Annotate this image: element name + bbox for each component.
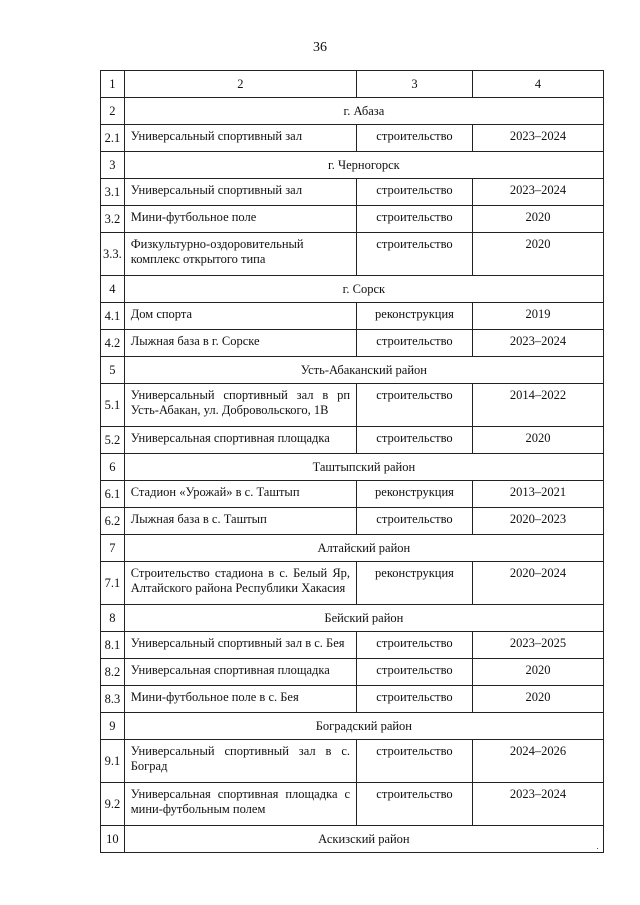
section-row — [101, 535, 604, 562]
header-col-2: 2 — [124, 71, 356, 98]
table-row — [101, 783, 604, 826]
years: 2023–2024 — [472, 179, 603, 206]
table-row — [101, 562, 604, 605]
header-col-3: 3 — [357, 71, 473, 98]
row-number: 5.1 — [101, 384, 125, 427]
section-row — [101, 826, 604, 853]
work-type: строительство — [357, 783, 473, 826]
work-type: строительство — [357, 384, 473, 427]
section-number: 9 — [101, 713, 125, 740]
work-type: строительство — [357, 233, 473, 276]
section-title: г. Сорск — [124, 276, 603, 303]
object-name: Дом спорта — [124, 303, 356, 330]
work-type: строительство — [357, 179, 473, 206]
section-number: 8 — [101, 605, 125, 632]
row-number: 2.1 — [101, 125, 125, 152]
scan-speck — [597, 848, 598, 849]
table-row — [101, 330, 604, 357]
section-title: Алтайский район — [124, 535, 603, 562]
section-number: 4 — [101, 276, 125, 303]
object-name: Лыжная база в с. Таштып — [124, 508, 356, 535]
work-type: реконструкция — [357, 481, 473, 508]
row-number: 8.1 — [101, 632, 125, 659]
section-number: 7 — [101, 535, 125, 562]
object-name: Стадион «Урожай» в с. Таштып — [124, 481, 356, 508]
object-name: Мини-футбольное поле в с. Бея — [124, 686, 356, 713]
section-number: 3 — [101, 152, 125, 179]
years: 2023–2024 — [472, 125, 603, 152]
row-number: 9.1 — [101, 740, 125, 783]
table-row — [101, 427, 604, 454]
object-name: Универсальный спортивный зал в с. Боград — [124, 740, 356, 783]
object-name: Универсальный спортивный зал в с. Бея — [124, 632, 356, 659]
years: 2020–2023 — [472, 508, 603, 535]
section-title: г. Абаза — [124, 98, 603, 125]
work-type: строительство — [357, 508, 473, 535]
years: 2020 — [472, 427, 603, 454]
row-number: 5.2 — [101, 427, 125, 454]
object-name: Универсальная спортивная площадка с мини-футбольным полем — [124, 783, 356, 826]
years: 2023–2024 — [472, 330, 603, 357]
row-number: 9.2 — [101, 783, 125, 826]
work-type: строительство — [357, 330, 473, 357]
table-row — [101, 481, 604, 508]
section-title: г. Черногорск — [124, 152, 603, 179]
section-number: 5 — [101, 357, 125, 384]
object-name: Лыжная база в г. Сорске — [124, 330, 356, 357]
table-row — [101, 686, 604, 713]
header-col-4: 4 — [472, 71, 603, 98]
work-type: строительство — [357, 632, 473, 659]
table-row — [101, 233, 604, 276]
table-row — [101, 179, 604, 206]
section-row — [101, 98, 604, 125]
table-row — [101, 632, 604, 659]
section-title: Аскизский район — [124, 826, 603, 853]
section-row — [101, 357, 604, 384]
row-number: 4.2 — [101, 330, 125, 357]
row-number: 8.2 — [101, 659, 125, 686]
object-name: Универсальная спортивная площадка — [124, 427, 356, 454]
section-title: Усть-Абаканский район — [124, 357, 603, 384]
years: 2020 — [472, 206, 603, 233]
object-name: Универсальная спортивная площадка — [124, 659, 356, 686]
years: 2023–2024 — [472, 783, 603, 826]
years: 2024–2026 — [472, 740, 603, 783]
years: 2020 — [472, 686, 603, 713]
row-number: 3.2 — [101, 206, 125, 233]
section-title: Боградский район — [124, 713, 603, 740]
work-type: строительство — [357, 206, 473, 233]
years: 2020 — [472, 659, 603, 686]
object-name: Мини-футбольное поле — [124, 206, 356, 233]
work-type: строительство — [357, 659, 473, 686]
table-row — [101, 125, 604, 152]
object-name: Универсальный спортивный зал — [124, 179, 356, 206]
work-type: строительство — [357, 686, 473, 713]
section-number: 10 — [101, 826, 125, 853]
row-number: 8.3 — [101, 686, 125, 713]
table-row — [101, 206, 604, 233]
object-name: Физкультурно-оздоровительный комплекс открытого типа — [124, 233, 356, 276]
work-type: реконструкция — [357, 562, 473, 605]
object-name: Универсальный спортивный зал в рп Усть-Абакан, ул. Добровольского, 1В — [124, 384, 356, 427]
years: 2014–2022 — [472, 384, 603, 427]
work-type: строительство — [357, 740, 473, 783]
years: 2023–2025 — [472, 632, 603, 659]
section-row — [101, 605, 604, 632]
section-number: 6 — [101, 454, 125, 481]
years: 2019 — [472, 303, 603, 330]
row-number: 4.1 — [101, 303, 125, 330]
table-row — [101, 740, 604, 783]
object-name: Строительство стадиона в с. Белый Яр, Алтайского района Республики Хакасия — [124, 562, 356, 605]
work-type: строительство — [357, 125, 473, 152]
objects-table — [100, 70, 604, 853]
years: 2013–2021 — [472, 481, 603, 508]
section-row — [101, 713, 604, 740]
section-number: 2 — [101, 98, 125, 125]
page-number: 36 — [313, 40, 327, 55]
row-number: 3.3. — [101, 233, 125, 276]
row-number: 6.1 — [101, 481, 125, 508]
work-type: строительство — [357, 427, 473, 454]
row-number: 7.1 — [101, 562, 125, 605]
years: 2020–2024 — [472, 562, 603, 605]
object-name: Универсальный спортивный зал — [124, 125, 356, 152]
years: 2020 — [472, 233, 603, 276]
row-number: 6.2 — [101, 508, 125, 535]
table-row — [101, 659, 604, 686]
section-row — [101, 276, 604, 303]
table-row — [101, 303, 604, 330]
row-number: 3.1 — [101, 179, 125, 206]
section-row — [101, 152, 604, 179]
section-title: Таштыпский район — [124, 454, 603, 481]
section-row — [101, 454, 604, 481]
header-col-1: 1 — [101, 71, 125, 98]
section-title: Бейский район — [124, 605, 603, 632]
table-header-row — [101, 71, 604, 98]
table-row — [101, 384, 604, 427]
work-type: реконструкция — [357, 303, 473, 330]
table-row — [101, 508, 604, 535]
